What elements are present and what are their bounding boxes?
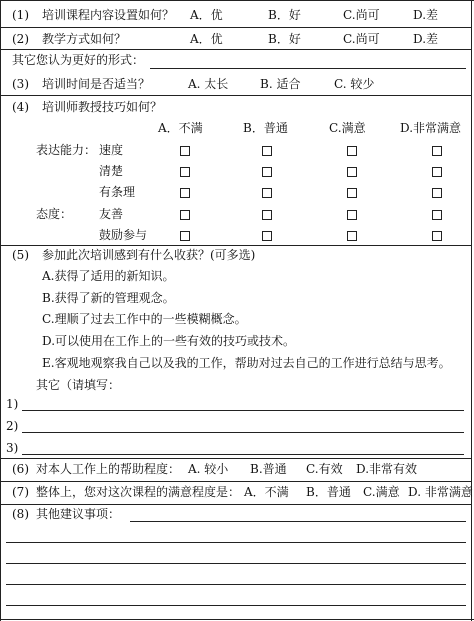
q4-speed-d-checkbox[interactable]: [432, 146, 442, 156]
q7-option-d[interactable]: D. 非常满意: [408, 485, 473, 499]
divider-q1: [0, 27, 472, 28]
q4-encouraging-d-checkbox[interactable]: [432, 231, 442, 241]
q7-option-c[interactable]: C.满意: [363, 485, 400, 499]
q3-option-b[interactable]: B. 适合: [260, 77, 301, 91]
q4-col-d: D.非常满意: [400, 121, 462, 135]
q1-option-b[interactable]: B．好: [268, 8, 301, 22]
q4-row-encouraging: 鼓励参与: [99, 228, 148, 242]
q4-friendly-a-checkbox[interactable]: [180, 210, 190, 220]
q4-clarity-c-checkbox[interactable]: [347, 167, 357, 177]
q4-row-speed: 速度: [99, 143, 124, 157]
q1-question: 培训课程内容设置如何？: [42, 8, 175, 22]
q4-speed-a-checkbox[interactable]: [180, 146, 190, 156]
frame-right: [471, 0, 472, 621]
q4-speed-b-checkbox[interactable]: [262, 146, 272, 156]
q7-option-a[interactable]: A．不满: [244, 485, 289, 499]
q6-question: 对本人工作上的帮助程度：: [36, 462, 181, 476]
q3-option-a[interactable]: A. 太长: [188, 77, 229, 91]
q1-option-a[interactable]: A．优: [190, 8, 223, 22]
q4-friendly-b-checkbox[interactable]: [262, 210, 272, 220]
q4-friendly-c-checkbox[interactable]: [347, 210, 357, 220]
q8-answer-line-3[interactable]: [6, 563, 466, 564]
divider-q3: [0, 95, 472, 96]
q5-blank-3-line[interactable]: [22, 454, 464, 455]
q4-speed-c-checkbox[interactable]: [347, 146, 357, 156]
q8-question: 其他建议事项：: [36, 507, 121, 521]
q4-row-clarity: 清楚: [99, 164, 124, 178]
q6-option-b[interactable]: B.普通: [250, 462, 287, 476]
q4-organized-b-checkbox[interactable]: [262, 188, 272, 198]
q7-question: 整体上，您对这次课程的满意程度是：: [36, 485, 241, 499]
q5-item-e[interactable]: E.客观地观察我自己以及我的工作，帮助对过去自己的工作进行总结与思考。: [42, 356, 451, 370]
q4-encouraging-c-checkbox[interactable]: [347, 231, 357, 241]
q5-item-b[interactable]: B.获得了新的管理观念。: [42, 291, 175, 305]
q5-blank-1-line[interactable]: [22, 410, 464, 411]
q4-encouraging-a-checkbox[interactable]: [180, 231, 190, 241]
q4-organized-c-checkbox[interactable]: [347, 188, 357, 198]
q4-col-b: B．普通: [243, 121, 288, 135]
q2-option-c[interactable]: C.尚可: [343, 32, 380, 46]
q2-question: 教学方式如何？: [42, 32, 127, 46]
q5-number: (5): [12, 248, 29, 262]
q5-blank-3-label: 3): [6, 441, 19, 455]
q4-row-organized: 有条理: [99, 185, 136, 199]
q2-number: (2): [12, 32, 29, 46]
q5-item-d[interactable]: D.可以使用在工作上的一些有效的技巧或技术。: [42, 334, 296, 348]
q8-answer-line-1[interactable]: [130, 521, 466, 522]
frame-bottom: [0, 619, 474, 620]
q4-encouraging-b-checkbox[interactable]: [262, 231, 272, 241]
q2-option-b[interactable]: B．好: [268, 32, 301, 46]
q2-option-d[interactable]: D.差: [413, 32, 439, 46]
q7-number: (7): [12, 485, 29, 499]
q4-group-expression: 表达能力：: [36, 143, 97, 157]
divider-q4: [0, 245, 472, 246]
q6-number: (6): [12, 462, 29, 476]
q2-other-label: 其它您认为更好的形式：: [12, 53, 145, 67]
q8-answer-line-2[interactable]: [6, 542, 466, 543]
q6-option-a[interactable]: A. 较小: [188, 462, 229, 476]
q4-group-attitude: 态度：: [36, 207, 73, 221]
q3-option-c[interactable]: C. 较少: [334, 77, 375, 91]
q4-organized-a-checkbox[interactable]: [180, 188, 190, 198]
q3-question: 培训时间是否适当？: [42, 77, 151, 91]
q3-number: (3): [12, 77, 29, 91]
divider-q2: [0, 49, 472, 50]
q4-col-c: C.满意: [329, 121, 366, 135]
q4-question: 培训师教授技巧如何？: [42, 100, 163, 114]
divider-q5: [0, 458, 472, 459]
q8-answer-line-5[interactable]: [6, 605, 466, 606]
q5-item-a[interactable]: A.获得了适用的新知识。: [42, 269, 175, 283]
q4-col-a: A．不满: [158, 121, 203, 135]
q4-organized-d-checkbox[interactable]: [432, 188, 442, 198]
q4-clarity-b-checkbox[interactable]: [262, 167, 272, 177]
q5-blank-1-label: 1): [6, 397, 19, 411]
divider-q6: [0, 481, 472, 482]
q5-other-label: 其它（请填写：: [36, 378, 121, 392]
frame-top: [0, 0, 474, 1]
q2-option-a[interactable]: A．优: [190, 32, 223, 46]
q4-clarity-d-checkbox[interactable]: [432, 167, 442, 177]
q6-option-c[interactable]: C.有效: [306, 462, 343, 476]
q4-friendly-d-checkbox[interactable]: [432, 210, 442, 220]
frame-left: [0, 0, 1, 621]
q4-clarity-a-checkbox[interactable]: [180, 167, 190, 177]
q4-number: (4): [12, 100, 29, 114]
q5-item-c[interactable]: C.理顺了过去工作中的一些模糊概念。: [42, 312, 247, 326]
q5-question: 参加此次培训感到有什么收获？(可多选): [42, 248, 256, 262]
q1-number: (1): [12, 8, 29, 22]
q6-option-d[interactable]: D.非常有效: [356, 462, 418, 476]
q1-option-c[interactable]: C.尚可: [343, 8, 380, 22]
q2-other-answer-line[interactable]: [150, 68, 466, 69]
q8-number: (8): [12, 507, 29, 521]
q5-blank-2-line[interactable]: [22, 432, 464, 433]
q7-option-b[interactable]: B．普通: [306, 485, 351, 499]
q5-blank-2-label: 2): [6, 419, 19, 433]
q1-option-d[interactable]: D.差: [413, 8, 439, 22]
q8-answer-line-4[interactable]: [6, 584, 466, 585]
q4-row-friendly: 友善: [99, 207, 124, 221]
divider-q7: [0, 504, 472, 505]
